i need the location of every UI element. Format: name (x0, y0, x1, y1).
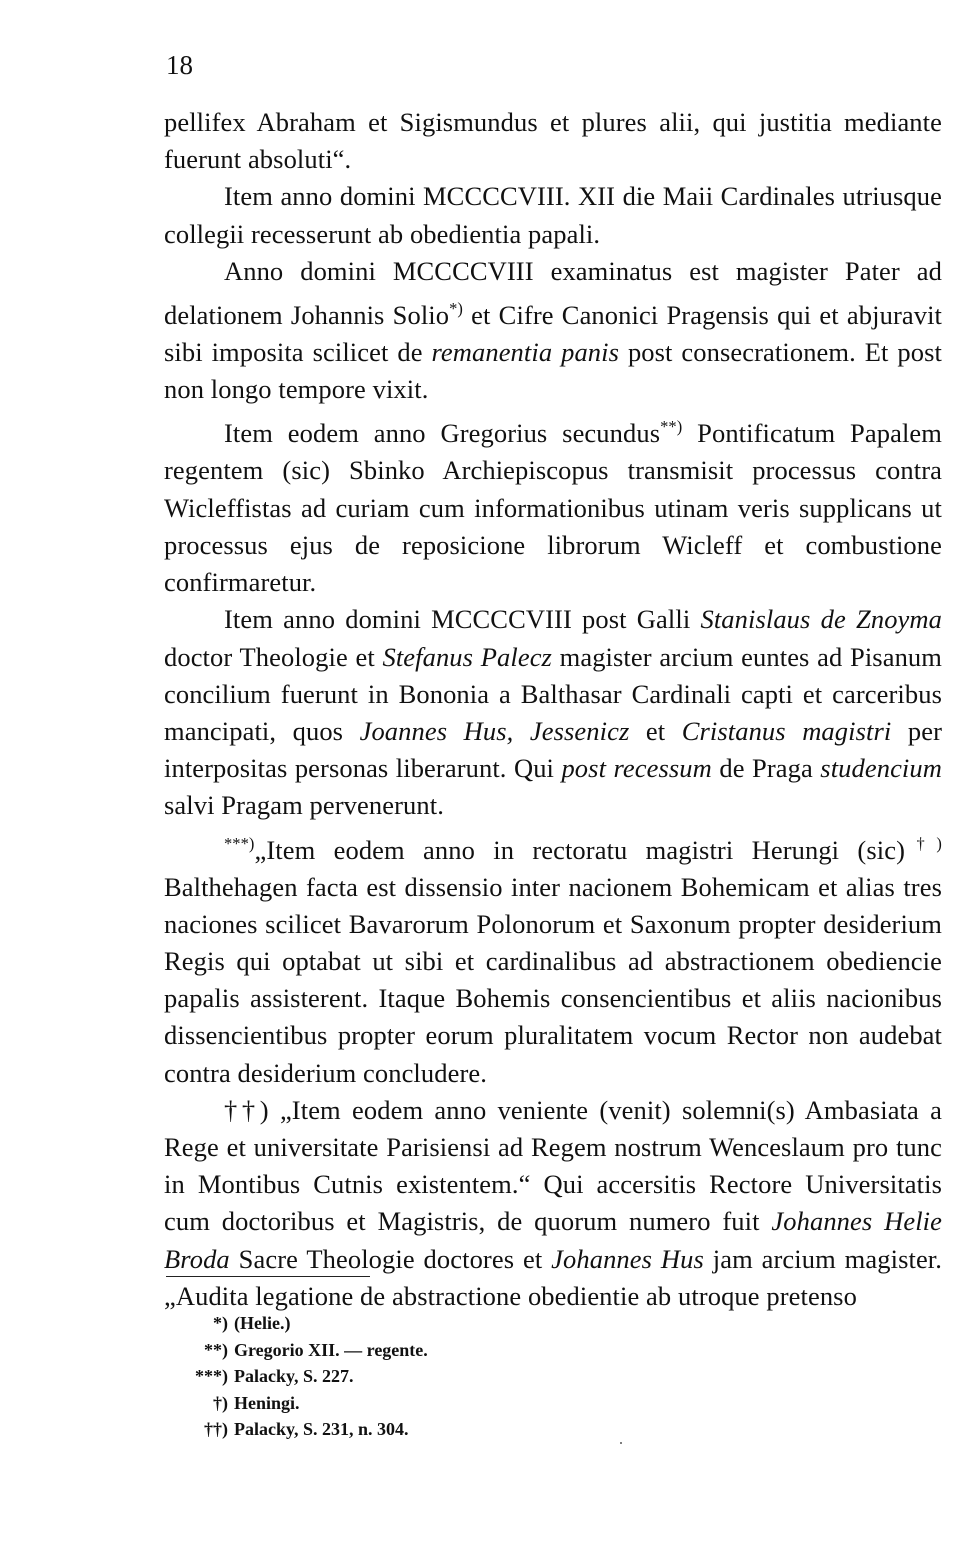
footnote (182, 1310, 428, 1337)
text-run: pellifex Abraham et Sigismundus et plures alii, qui justitia mediante fuerunt absoluti“. (164, 107, 942, 175)
footnote-divider (166, 1276, 370, 1277)
footnote-ref: ***) (224, 833, 255, 853)
footnote (182, 1390, 428, 1417)
text-run: Item eodem anno Gregorius secundus (224, 418, 661, 449)
italic-text: Cristanus magistri (681, 715, 892, 746)
italic-text: post recessum (561, 753, 712, 784)
text-run: Balthehagen facta est dissensio inter nacionem Bohemicam et alias tres naciones scilicet Bavarorum Polonorum et Saxonum propter desiderium Regis qui optabat ut sibi et cardinalibus ad abstractionem obediencie papalis assisterent. Itaque Bohemis consencientibus et aliis nacionibus dissencientibus propter eorum pluralitatem vocum Rector non audebat contra desiderium concludere. (164, 871, 942, 1088)
footnote-ref: *) (449, 299, 463, 319)
text-run: „Item eodem anno veniente (venit) solemni(s) Ambasiata a Rege et universitate Parisiensi ad Regem nostrum Wenceslaum pro tunc in Montibus Cutnis existentem.“ Qui accersitis Rectore Universitatis cum doctoribus et Magistris, de quorum numero fuit (164, 1094, 942, 1237)
footnote (182, 1363, 428, 1390)
paragraph (164, 1092, 942, 1315)
paragraph (164, 178, 942, 252)
italic-text: remanentia panis (431, 337, 620, 368)
italic-text: Stefanus Palecz (382, 641, 552, 672)
italic-text: Johannes Hus (551, 1243, 704, 1274)
footnotes (182, 1310, 428, 1443)
footnote-mark: ***) (195, 1366, 228, 1386)
footnote-text: Gregorio XII. — regente. (234, 1339, 428, 1360)
text-run: per interpositas personas liberarunt. Qui (164, 715, 942, 784)
footnote-text: Palacky, S. 227. (234, 1366, 354, 1386)
text-run: doctor Theologie et (164, 641, 383, 672)
italic-text: Joannes Hus, Jessenicz (359, 715, 630, 746)
print-speck (620, 1442, 622, 1444)
footnote-ref: †) (905, 833, 942, 853)
text-run: jam arcium magister. „Audita legatione de abstractione obedientie ab utroque pretenso (164, 1243, 942, 1311)
footnote-mark: **) (204, 1339, 228, 1360)
text-run: Pontificatum Papalem regentem (sic) Sbinko Archiepiscopus transmisit processus contra Wicleffistas ad curiam cum informationibus utinam veris supplicans ut processus ejus de reposicione librorum Wicleff et combustione confirmaretur. (164, 418, 942, 598)
text-run: Anno domini MCCCCVIII examinatus est magister Pater ad delationem Johannis Solio (164, 255, 942, 330)
text-run: ††) (224, 1094, 269, 1125)
text-run: magister arcium euntes ad Pisanum concilium fuerunt in Bononia a Balthasar Cardinali capti et carceribus mancipati, quos (164, 641, 942, 746)
body-text (164, 104, 942, 1315)
page-number: 18 (166, 50, 193, 80)
paragraph (164, 601, 942, 824)
footnote-text: Heningi. (234, 1392, 300, 1413)
footnote-ref: **) (660, 417, 683, 437)
text-run: Item anno domini MCCCCVIII post Galli (224, 604, 701, 635)
text-run: „Item eodem anno in rectoratu magistri Herungi (sic) (254, 834, 905, 865)
footnote-mark: *) (213, 1313, 228, 1333)
footnote-mark: ††) (204, 1419, 228, 1439)
footnote (182, 1416, 428, 1443)
text-run: de Praga (711, 753, 821, 784)
paragraph (164, 408, 942, 601)
footnote-text: Palacky, S. 231, n. 304. (234, 1419, 409, 1439)
text-run: salvi Pragam pervenerunt. (164, 790, 444, 821)
italic-text: studencium (820, 753, 942, 784)
text-run: post consecrationem. Et post non longo tempore vixit. (164, 337, 942, 405)
italic-text: Stanislaus de Znoyma (700, 604, 942, 635)
paragraph (164, 104, 942, 178)
footnote-mark: †) (213, 1392, 228, 1413)
text-run: Item anno domini MCCCCVIII. XII die Maii Cardinales utriusque collegii recesserunt ab obedientia papali. (164, 181, 942, 249)
text-run: Sacre Theologie doctores et (229, 1243, 552, 1274)
text-run: et Cifre Canonici Pragensis qui et abjuravit sibi imposita scilicet de (164, 299, 943, 368)
paragraph (164, 825, 942, 1092)
paragraph (164, 253, 942, 409)
footnote (182, 1337, 428, 1364)
footnote-text: (Helie.) (234, 1313, 291, 1333)
text-run: et (629, 715, 682, 746)
italic-text: Johannes Helie Broda (164, 1206, 942, 1274)
